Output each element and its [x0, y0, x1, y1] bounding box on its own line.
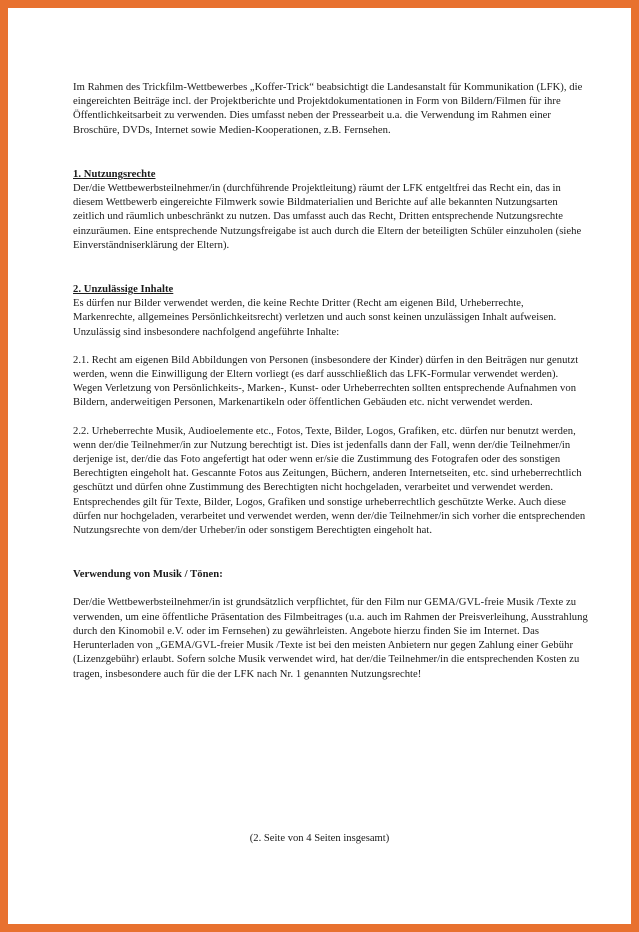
section-heading-nutzungsrechte: 1. Nutzungsrechte — [73, 168, 156, 180]
nutzungsrechte-paragraph: Der/die Wettbewerbsteilnehmer/in (durchführende Projektleitung) räumt der LFK entgeltfrei das Recht ein, das in diesem Wettbewerb eingereichte Filmwerk sowie Bildmaterialien und Berichte auf alle bekannten Nutzungsarten zeitlich und räumlich unbeschränkt zu nutzen. Das umfasst auch das Recht, Dritten entsprechende Nutzungsrechte einzuräumen. Eine entsprechende Nutzungsfreigabe ist auch durch die Eltern der beteiligten Schüler einzuholen (siehe Einverständniserklärung der Eltern). — [73, 183, 582, 251]
section-heading-musik: Verwendung von Musik / Tönen: — [73, 569, 223, 581]
section-heading-unzulaessige-inhalte: 2. Unzulässige Inhalte — [73, 284, 174, 296]
unzulaessige-inhalte-paragraph: Es dürfen nur Bilder verwendet werden, die keine Rechte Dritter (Recht am eigenen Bild, Urheberrechte, Markenrechte, allgemeines Persönlichkeitsrecht) verletzen und auch sonst keinen unzulässigen Inhalt aufweisen. Unzulässig sind insbesondere nachfolgend angeführte Inhalte: — [73, 298, 557, 338]
document-body — [73, 81, 588, 682]
recht-am-eigenen-bild-paragraph: 2.1. Recht am eigenen Bild Abbildungen von Personen (insbesondere der Kinder) dürfen in den Beiträgen nur genutzt werden, wenn die Einwilligung der Eltern vorliegt (es darf ausschließlich das LFK-Formular verwendet werden). Wegen Verletzung von Persönlichkeits-, Marken-, Kunst- oder Urheberrechten sollten entsprechende Aufnahmen von Bildern, anderweitigen Personen, Markenartikeln oder öffentlichen Gebäuden etc. nicht verwendet werden. — [73, 354, 579, 409]
urheberrechte-paragraph: 2.2. Urheberrechte Musik, Audioelemente etc., Fotos, Texte, Bilder, Logos, Grafiken, etc. dürfen nur benutzt werden, wenn der/die Teilnehmer/in zur Nutzung berechtigt ist. Dies ist jedenfalls dann der Fall, wenn der/die Teilnehmer/in derjenige ist, der/die das Foto angefertigt hat oder wenn er/sie die Zustimmung des Fotografen oder des sonstigen Berechtigten eingeholt hat. Gescannte Fotos aus Zeitungen, Büchern, anderen Internetseiten, etc. sind urheberrechtlich geschützt und dürfen ohne Zustimmung des Berechtigten nicht hochgeladen, verarbeitet und verwendet werden. Entsprechendes gilt für Texte, Bilder, Logos, Grafiken und sonstige urheberrechtlich geschützte Werke. Auch diese dürfen nur hochgeladen, verarbeitet und verwendet werden, wenn der/die Teilnehmer/in sich vorher die entsprechenden Nutzungsrechte von dem/der Urheber/in oder sonstigem Berechtigten eingeholt hat. — [73, 425, 586, 537]
page-footer: (2. Seite von 4 Seiten insgesamt) — [249, 833, 390, 844]
musik-paragraph: Der/die Wettbewerbsteilnehmer/in ist grundsätzlich verpflichtet, für den Film nur GEMA/GVL-freie Musik /Texte zu verwenden, um eine öffentliche Präsentation des Filmbeitrages (u.a. auch im Rahmen der Preisverleihung, Ausstrahlung durch den Kinomobil e.V. oder im Fernsehen) zu gewährleisten. Angebote hierzu finden Sie im Internet. Das Herunterladen von „GEMA/GVL-freier Musik /Texte ist bei den meisten Anbietern nur gegen Zahlung einer Gebühr (Lizenzgebühr) erlaubt. Sofern solche Musik verwendet wird, hat der/die Teilnehmer/in die entsprechenden Kosten zu tragen, insbesondere auch für die der LFK nach Nr. 1 genannten Nutzungsrechte! — [73, 597, 588, 680]
intro-paragraph: Im Rahmen des Trickfilm-Wettbewerbes „Koffer-Trick“ beabsichtigt die Landesanstalt für Kommunikation (LFK), die eingereichten Beiträge incl. der Projektberichte und Projektdokumentationen in Form von Bildern/Filmen für ihre Öffentlichkeitsarbeit zu verwenden. Dies umfasst neben der Pressearbeit u.a. die Verwendung im Rahmen einer Broschüre, DVDs, Internet sowie Medien-Kooperationen, z.B. Fernsehen. — [73, 82, 583, 136]
document-page — [8, 8, 631, 924]
